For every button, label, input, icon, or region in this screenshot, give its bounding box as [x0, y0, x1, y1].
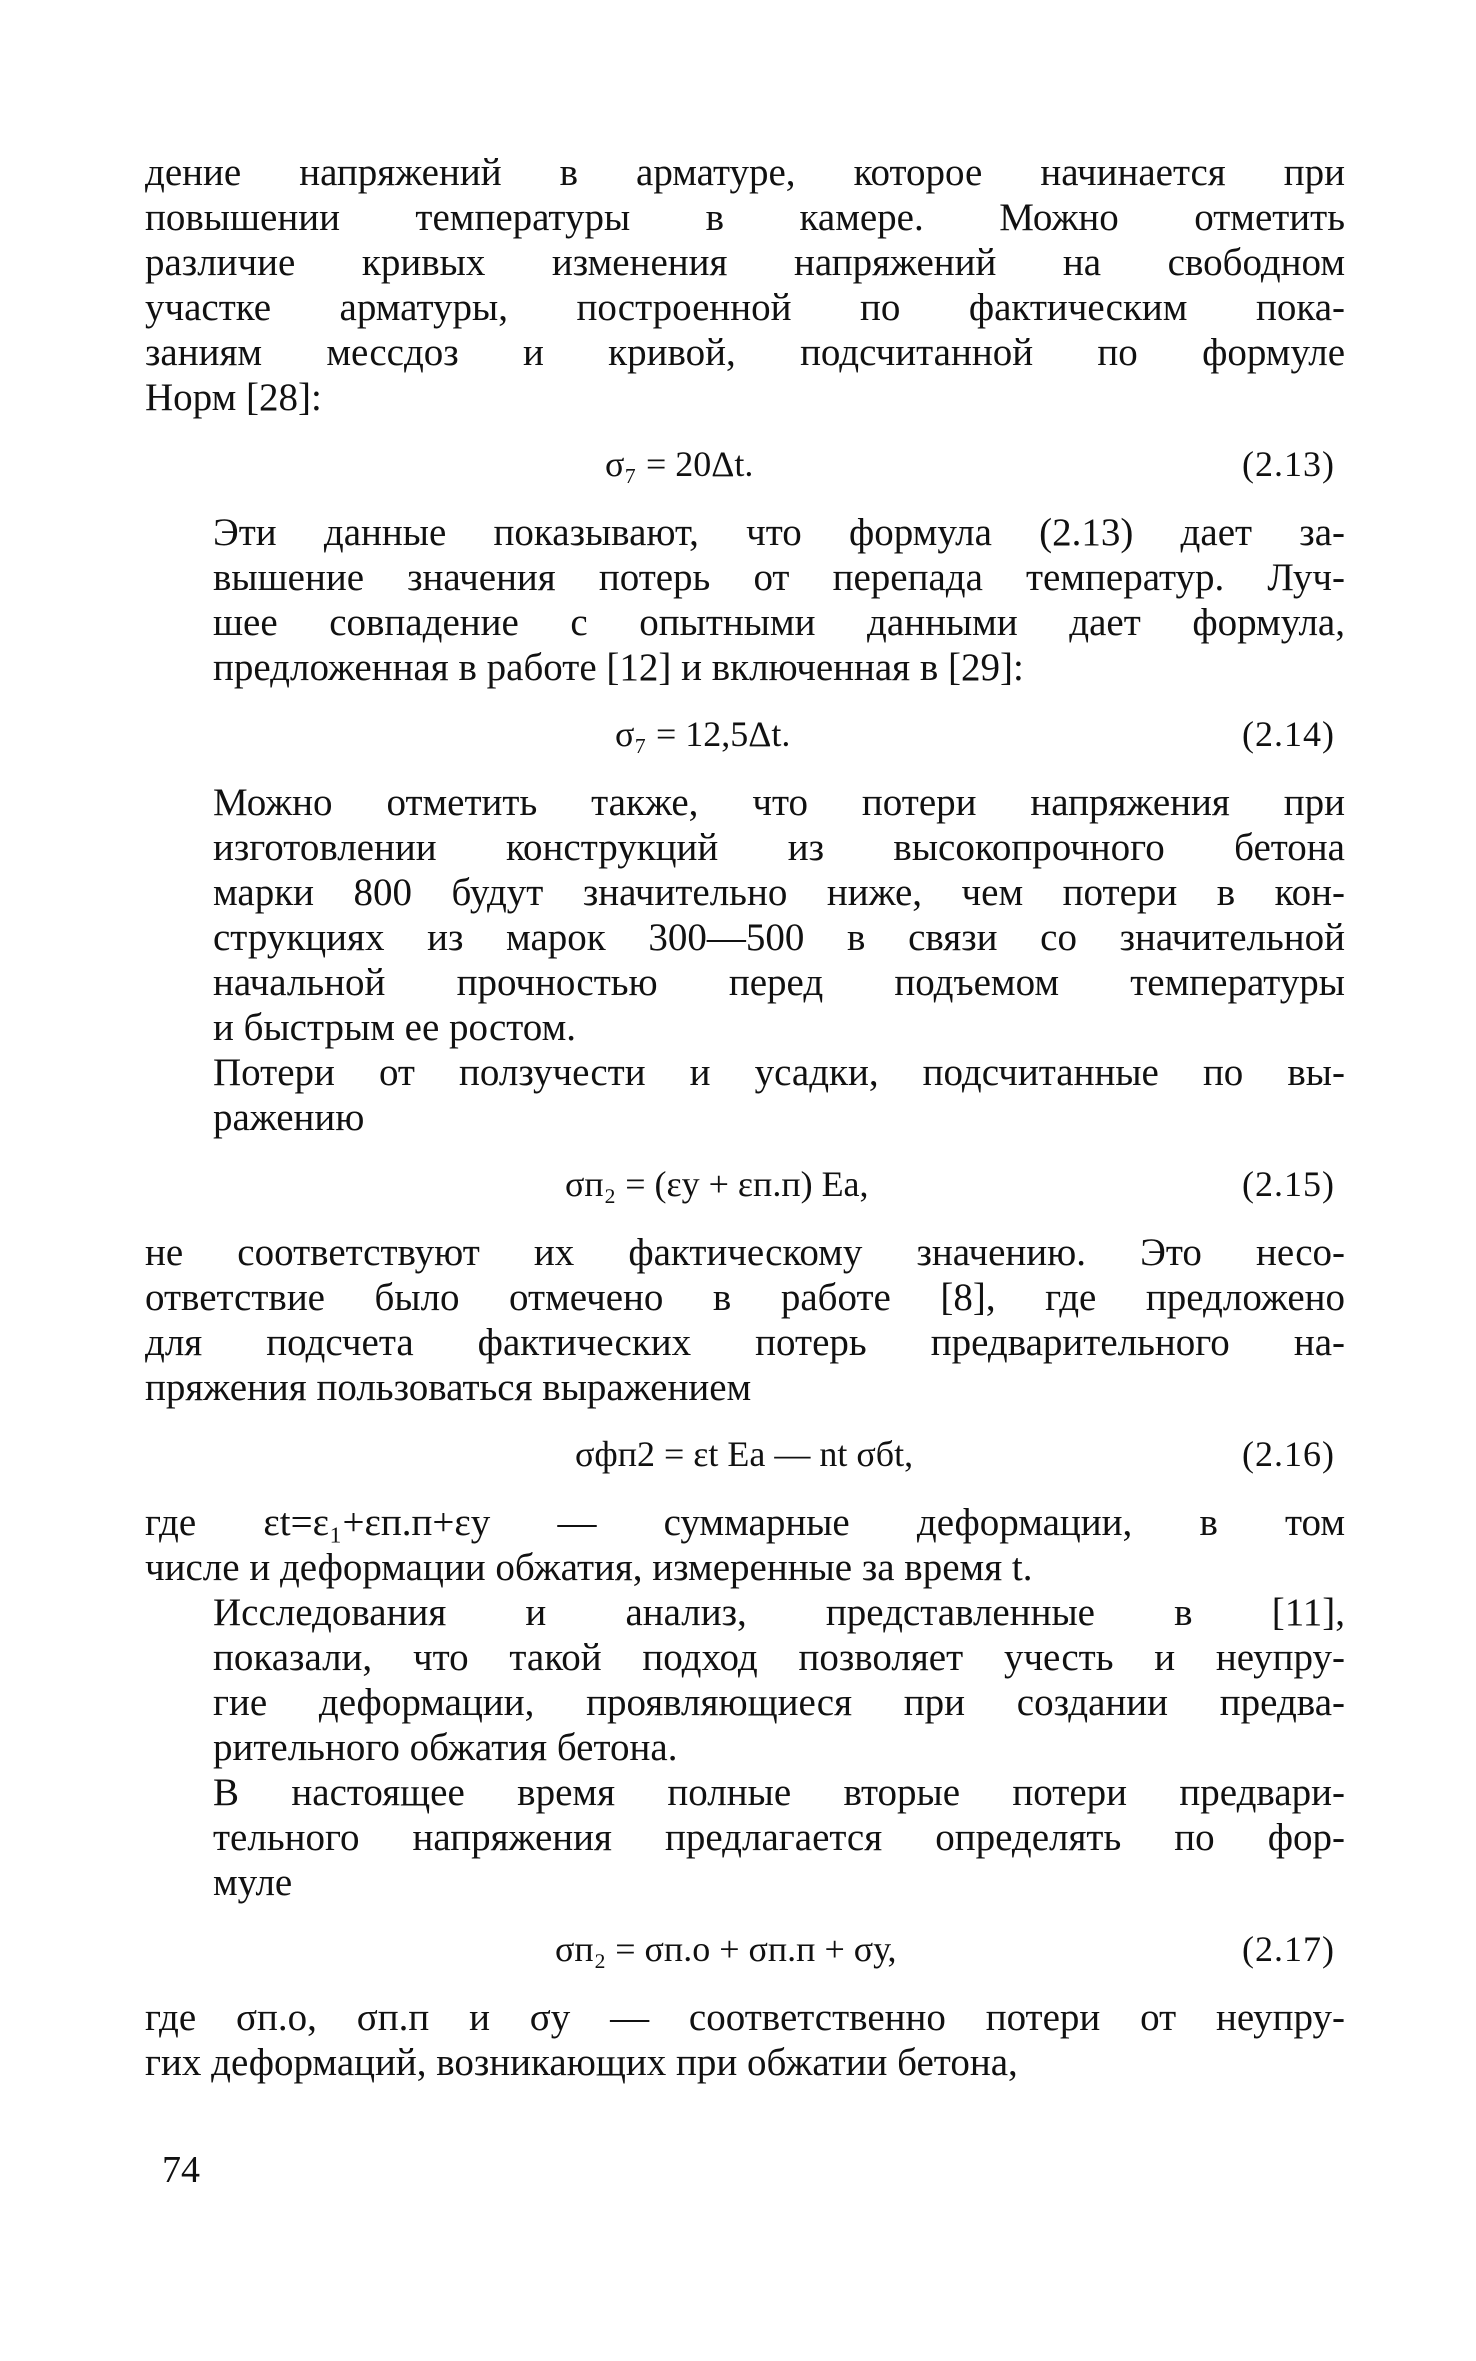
text-line: Исследования и анализ, представленные в [11],: [213, 1591, 1345, 1634]
text-line: повышении температуры в камере. Можно отметить: [145, 196, 1345, 239]
paragraph-p4: [145, 1050, 1345, 1140]
equation-f213: [145, 430, 1345, 496]
equation-number: (2.13): [1242, 444, 1335, 484]
equation-expression: σп₂ = (εу + εп.п) Eа,: [565, 1164, 869, 1204]
text-line: Эти данные показывают, что формула (2.13) дает за-: [213, 511, 1345, 554]
paragraph-p6: [145, 1500, 1345, 1590]
text-line: дение напряжений в арматуре, которое начинается при: [145, 151, 1345, 194]
text-line: ответствие было отмечено в работе [8], где предложено: [145, 1276, 1345, 1319]
text-line: участке арматуры, построенной по фактическим пока-: [145, 286, 1345, 329]
text-line: ражению: [213, 1096, 365, 1139]
text-line: муле: [213, 1861, 293, 1904]
equation-number: (2.15): [1242, 1164, 1335, 1204]
text-line: тельного напряжения предлагается определять по фор-: [213, 1816, 1345, 1859]
text-line: предложенная в работе [12] и включенная в [29]:: [213, 646, 1024, 689]
equation-number: (2.14): [1242, 714, 1335, 754]
page-body: [145, 150, 1345, 2085]
paragraph-p7: [145, 1590, 1345, 1770]
text-line: рительного обжатия бетона.: [213, 1726, 678, 1769]
equation-expression: σп₂ = σп.о + σп.п + σу,: [555, 1929, 897, 1969]
text-line: Потери от ползучести и усадки, подсчитанные по вы-: [213, 1051, 1345, 1094]
paragraph-p5: [145, 1230, 1345, 1410]
text-line: струкциях из марок 300—500 в связи со значительной: [213, 916, 1345, 959]
text-line: числе и деформации обжатия, измеренные за время t.: [145, 1546, 1033, 1589]
equation-f217: [145, 1915, 1345, 1981]
text-line: марки 800 будут значительно ниже, чем потери в кон-: [213, 871, 1345, 914]
paragraph-p3: [145, 780, 1345, 1050]
equation-expression: σ₇ = 20Δt.: [605, 444, 754, 484]
text-line: различие кривых изменения напряжений на свободном: [145, 241, 1345, 284]
text-line: гие деформации, проявляющиеся при создании предва-: [213, 1681, 1345, 1724]
equation-expression: σ₇ = 12,5Δt.: [615, 714, 791, 754]
text-line: показали, что такой подход позволяет учесть и неупру-: [213, 1636, 1345, 1679]
text-line: где εt=ε₁+εп.п+εу — суммарные деформации, в том: [145, 1501, 1345, 1544]
equation-f215: [145, 1150, 1345, 1216]
text-line: пряжения пользоваться выражением: [145, 1366, 752, 1409]
equation-f214: [145, 700, 1345, 766]
text-line: Можно отметить также, что потери напряжения при: [213, 781, 1345, 824]
text-line: вышение значения потерь от перепада температур. Луч-: [213, 556, 1345, 599]
paragraph-p9: [145, 1995, 1345, 2085]
paragraph-p2: [145, 510, 1345, 690]
equation-number: (2.17): [1242, 1929, 1335, 1969]
text-line: заниям мессдоз и кривой, подсчитанной по формуле: [145, 331, 1345, 374]
page-number: 74: [162, 2149, 200, 2191]
equation-f216: [145, 1420, 1345, 1486]
equation-number: (2.16): [1242, 1434, 1335, 1474]
text-line: изготовлении конструкций из высокопрочного бетона: [213, 826, 1345, 869]
text-line: гих деформаций, возникающих при обжатии бетона,: [145, 2041, 1018, 2084]
text-line: где σп.о, σп.п и σу — соответственно потери от неупру-: [145, 1996, 1345, 2039]
text-line: В настоящее время полные вторые потери предвари-: [213, 1771, 1345, 1814]
equation-expression: σфп2 = εt Eа — nt σбt,: [575, 1434, 914, 1474]
paragraph-p8: [145, 1770, 1345, 1905]
text-line: не соответствуют их фактическому значению. Это несо-: [145, 1231, 1345, 1274]
paragraph-p1: [145, 150, 1345, 420]
text-line: шее совпадение с опытными данными дает формула,: [213, 601, 1345, 644]
text-line: для подсчета фактических потерь предварительного на-: [145, 1321, 1345, 1364]
text-line: и быстрым ее ростом.: [213, 1006, 576, 1049]
text-line: Норм [28]:: [145, 376, 322, 419]
text-line: начальной прочностью перед подъемом температуры: [213, 961, 1345, 1004]
